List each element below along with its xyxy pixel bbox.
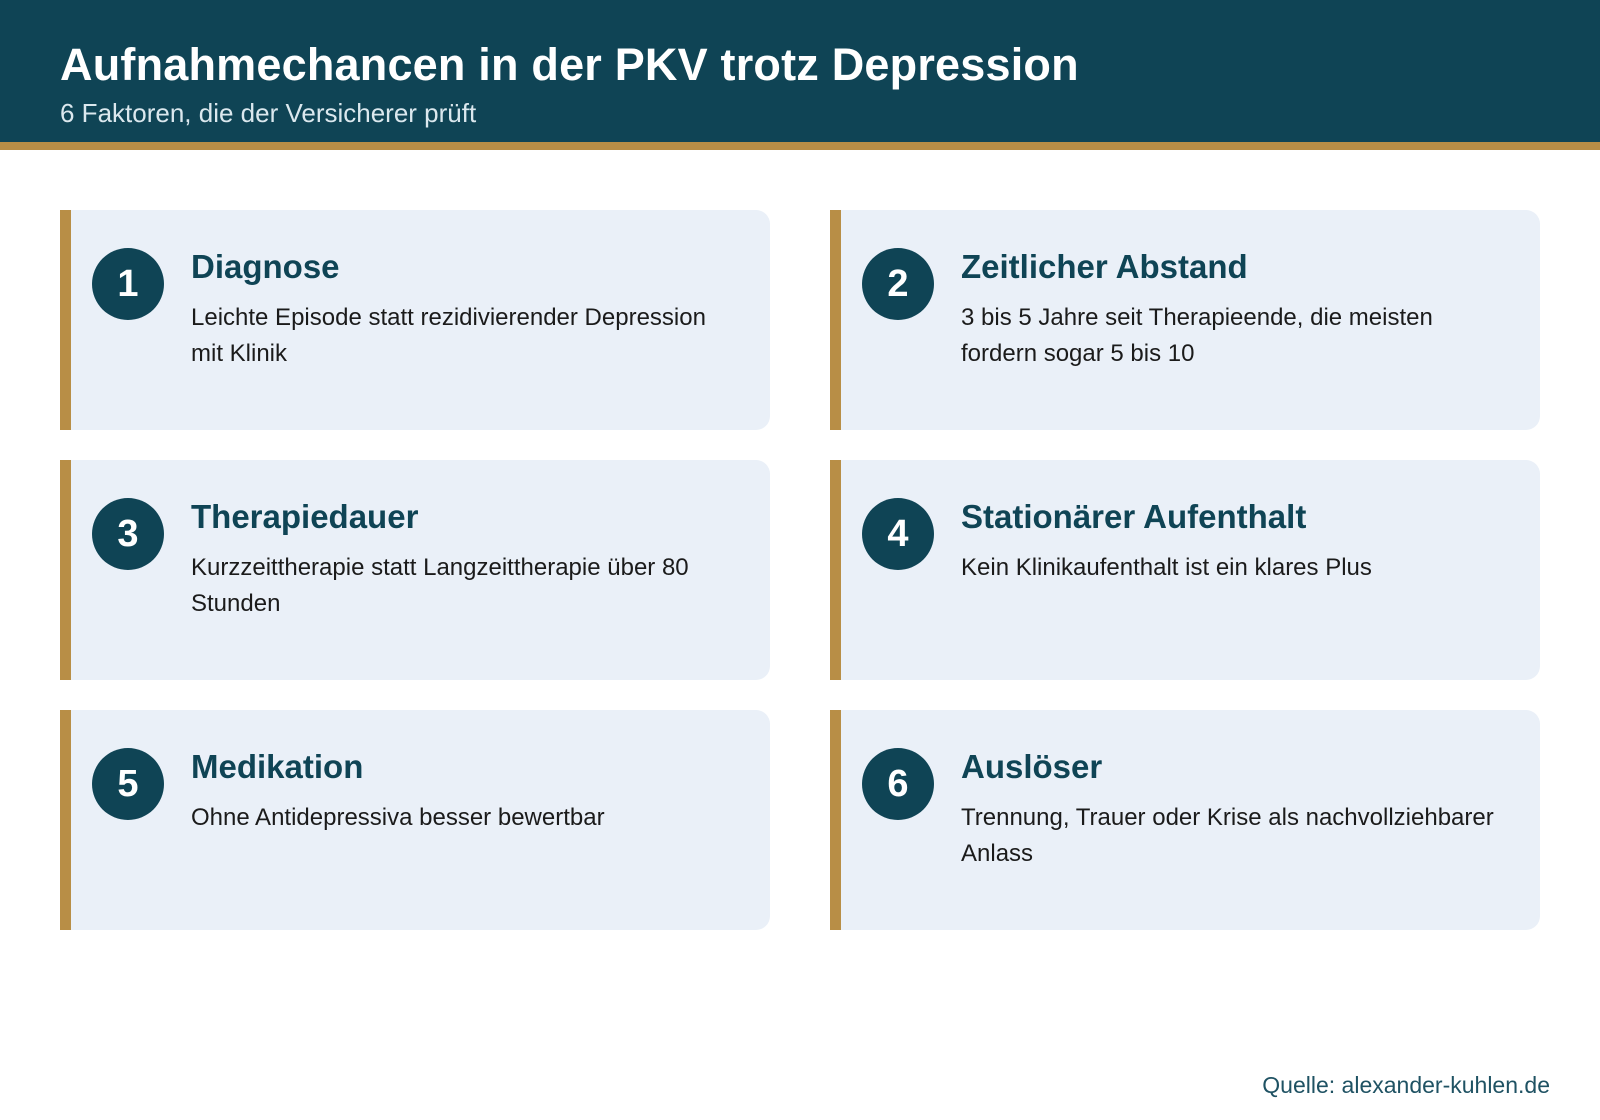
factor-card-5	[60, 710, 770, 930]
factor-description: Trennung, Trauer oder Krise als nachvollziehbarer Anlass	[961, 804, 1494, 867]
header-banner	[0, 0, 1600, 150]
factor-grid	[60, 210, 1540, 930]
factor-number-badge: 2	[862, 248, 934, 320]
factor-number-badge: 6	[862, 748, 934, 820]
factor-number-badge: 3	[92, 498, 164, 570]
factor-card-4	[830, 460, 1540, 680]
factor-number-badge: 5	[92, 748, 164, 820]
factor-title: Diagnose	[191, 248, 340, 285]
page-title: Aufnahmechancen in der PKV trotz Depression	[60, 39, 1079, 90]
factor-title: Auslöser	[961, 748, 1103, 785]
page-subtitle: 6 Faktoren, die der Versicherer prüft	[60, 98, 477, 128]
factor-card-2	[830, 210, 1540, 430]
factor-card-6	[830, 710, 1540, 930]
factor-description: Ohne Antidepressiva besser bewertbar	[191, 804, 605, 831]
factor-number-badge: 4	[862, 498, 934, 570]
factor-number-badge: 1	[92, 248, 164, 320]
factor-title: Stationärer Aufenthalt	[961, 498, 1307, 535]
factor-title: Medikation	[191, 748, 364, 785]
factor-card-1	[60, 210, 770, 430]
factor-description: 3 bis 5 Jahre seit Therapieende, die meisten fordern sogar 5 bis 10	[961, 304, 1433, 367]
factor-title: Zeitlicher Abstand	[961, 248, 1248, 285]
factor-title: Therapiedauer	[191, 498, 419, 535]
source-credit: Quelle: alexander-kuhlen.de	[1262, 1072, 1550, 1098]
factor-description: Kurzzeittherapie statt Langzeittherapie über 80 Stunden	[191, 554, 689, 617]
factor-description: Leichte Episode statt rezidivierender Depression mit Klinik	[191, 304, 706, 367]
factor-card-3	[60, 460, 770, 680]
factor-description: Kein Klinikaufenthalt ist ein klares Plus	[961, 554, 1372, 581]
